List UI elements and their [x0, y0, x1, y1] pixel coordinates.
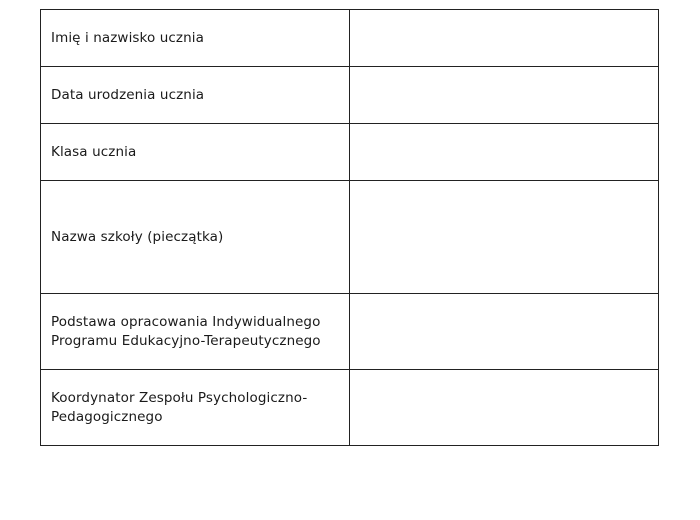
student-name-field[interactable]: [350, 10, 659, 67]
birth-date-label: Data urodzenia ucznia: [41, 67, 350, 124]
school-stamp-field[interactable]: [350, 181, 659, 294]
table-row: [41, 67, 659, 124]
table-row: [41, 10, 659, 67]
table-row: [41, 294, 659, 370]
program-basis-field[interactable]: [350, 294, 659, 370]
birth-date-field[interactable]: [350, 67, 659, 124]
student-name-label: Imię i nazwisko ucznia: [41, 10, 350, 67]
table-row: [41, 124, 659, 181]
table-row: [41, 181, 659, 294]
class-field[interactable]: [350, 124, 659, 181]
team-coordinator-field[interactable]: [350, 370, 659, 446]
table-row: [41, 370, 659, 446]
school-name-label: Nazwa szkoły (pieczątka): [41, 181, 350, 294]
student-info-table: [40, 9, 659, 446]
program-basis-label: Podstawa opracowania Indywidualnego Programu Edukacyjno-Terapeutycznego: [41, 294, 350, 370]
class-label: Klasa ucznia: [41, 124, 350, 181]
team-coordinator-label: Koordynator Zespołu Psychologiczno-Pedagogicznego: [41, 370, 350, 446]
